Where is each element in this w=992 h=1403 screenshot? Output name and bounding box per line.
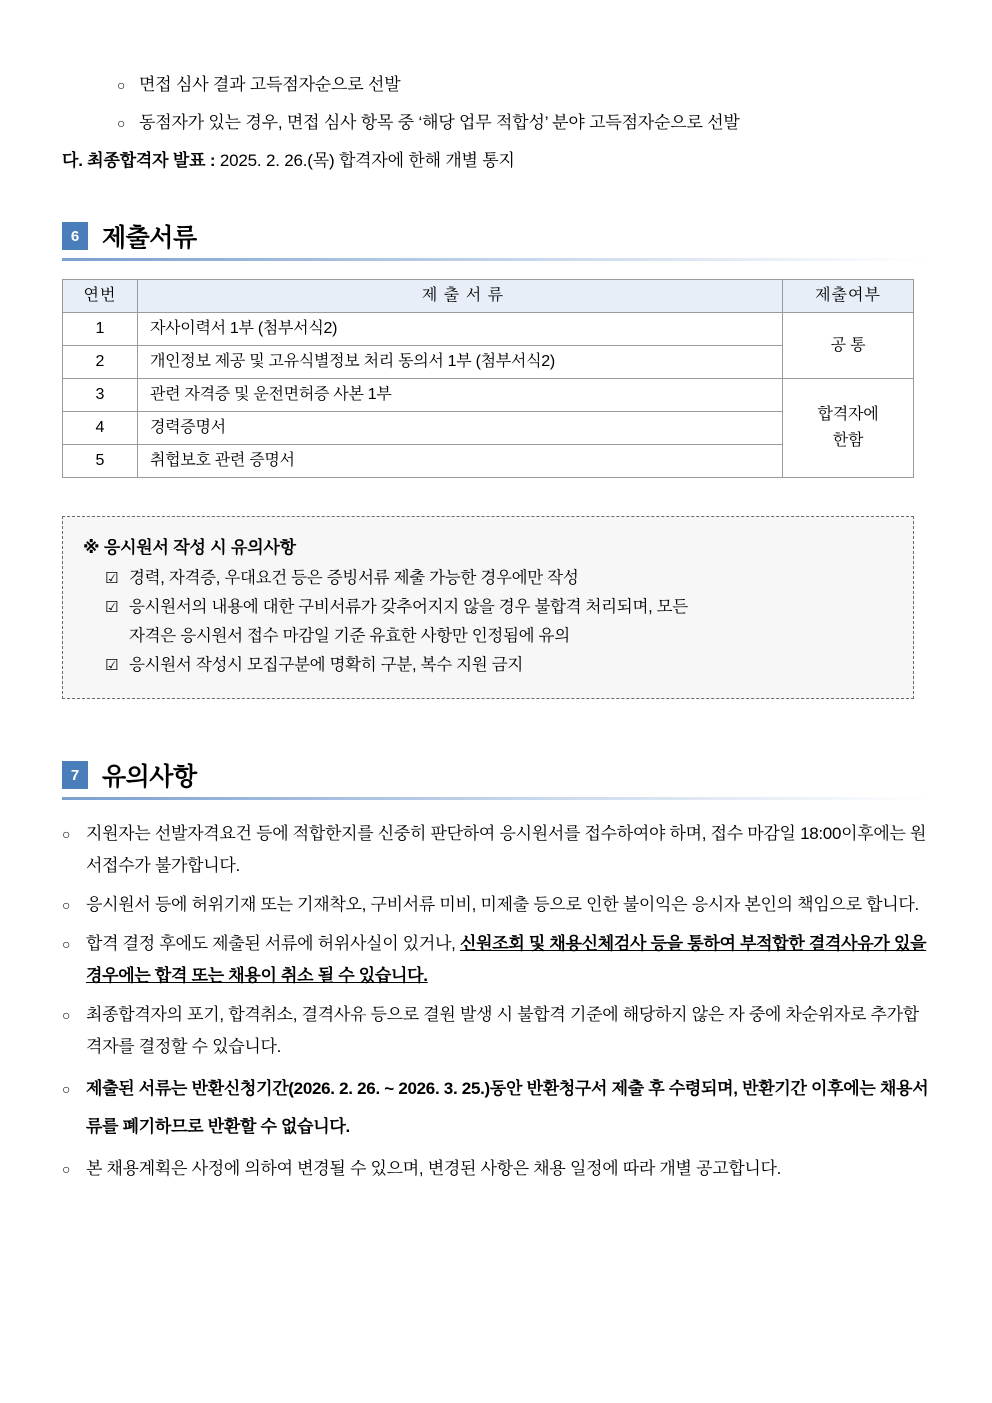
notice-text-part: 응시원서 등에 허위기재 또는 기재착오, 구비서류 미비, 미제출 등으로 인한 불이익은 응시자 본인의 책임으로 합니다. (86, 895, 919, 914)
list-item (62, 999, 930, 1063)
note-text-continued: 자격은 응시원서 접수 마감일 기준 유효한 사항만 인정됨에 유의 (129, 627, 570, 645)
notice-text-part: 지원자는 선발자격요건 등에 적합한지를 신중히 판단하여 응시원서를 접수하여야 하며, 접수 마감일 18:00이후에는 원서접수가 불가합니다. (86, 824, 927, 875)
list-item (62, 889, 930, 921)
circle-bullet-icon: ○ (117, 77, 126, 93)
notice-text-part: 최종합격자의 포기, 합격취소, 결격사유 등으로 결원 발생 시 불합격 기준에 해당하지 않은 자 중에 차순위자로 추가합격자를 결정할 수 있습니다. (86, 1005, 919, 1056)
notice-text (86, 1070, 930, 1146)
notice-text (86, 928, 930, 992)
column-header-no: 연번 (63, 280, 138, 313)
cell-submit-passers (783, 379, 914, 478)
final-announcement-line (62, 146, 930, 176)
column-header-submit: 제출여부 (783, 280, 914, 313)
section-header (62, 757, 930, 793)
cell-submit-line2: 한함 (832, 432, 864, 449)
notice-list (62, 818, 930, 1185)
checkbox-icon: ☑ (105, 657, 119, 674)
cell-no: 2 (63, 346, 138, 379)
circle-bullet-icon: ○ (62, 897, 71, 913)
notes-title: ※ 응시원서 작성 시 유의사항 (83, 538, 296, 557)
table-row (63, 313, 914, 346)
final-announcement-value: 2025. 2. 26.(목) 합격자에 한해 개별 통지 (219, 151, 515, 170)
list-item-text: 동점자가 있는 경우, 면접 심사 항목 중 ‘해당 업무 적합성’ 분야 고득점자순으로 선발 (139, 113, 740, 132)
column-header-document: 제 출 서 류 (138, 280, 783, 313)
notice-text-part: 합격 결정 후에도 제출된 서류에 허위사실이 있거나, (86, 934, 460, 953)
section-number-badge: 6 (62, 222, 88, 250)
section-header (62, 218, 930, 254)
cell-document: 경력증명서 (138, 412, 783, 445)
section-submission-documents (62, 218, 930, 261)
notice-text (86, 818, 930, 882)
notice-text (86, 1153, 930, 1185)
list-item-text: 면접 심사 결과 고득점자순으로 선발 (139, 75, 401, 94)
notice-text-part: 본 채용계획은 사정에 의하여 변경될 수 있으며, 변경된 사항은 채용 일정에 따라 개별 공고합니다. (86, 1159, 782, 1178)
page-title: 제출서류 (102, 224, 197, 252)
submission-documents-table (62, 279, 914, 478)
section-notices (62, 757, 930, 800)
circle-bullet-icon: ○ (62, 826, 71, 842)
cell-document: 관련 자격증 및 운전면허증 사본 1부 (138, 379, 783, 412)
checkbox-icon: ☑ (105, 599, 119, 616)
cell-document: 취헙보호 관련 증명서 (138, 445, 783, 478)
note-text: 경력, 자격증, 우대요건 등은 증빙서류 제출 가능한 경우에만 작성 (129, 569, 579, 587)
notice-text (86, 999, 930, 1063)
cell-no: 4 (63, 412, 138, 445)
application-notes-box (62, 516, 914, 699)
list-item (62, 1070, 930, 1146)
table-row (63, 379, 914, 412)
cell-no: 1 (63, 313, 138, 346)
list-item (62, 1153, 930, 1185)
list-item (62, 928, 930, 992)
cell-document: 자사이력서 1부 (첨부서식2) (138, 313, 783, 346)
circle-bullet-icon: ○ (62, 1007, 71, 1023)
notice-text-emphasis: 신원조회 및 채용신체검사 등을 통하여 부적합한 결격사유가 있을 경우에는 합격 또는 채용이 취소 될 수 있습니다. (86, 934, 927, 985)
cell-submit-common: 공 통 (783, 313, 914, 379)
list-item (117, 70, 930, 100)
final-announcement-label: 다. 최종합격자 발표 : (62, 151, 216, 170)
section-divider (62, 258, 930, 261)
cell-no: 3 (63, 379, 138, 412)
notice-text (86, 889, 930, 921)
checkbox-icon: ☑ (105, 570, 119, 587)
list-item (117, 108, 930, 138)
list-item (62, 818, 930, 882)
note-list-item (105, 593, 893, 622)
section-divider (62, 797, 930, 800)
circle-bullet-icon: ○ (62, 936, 71, 952)
note-list-item (105, 564, 893, 593)
circle-bullet-icon: ○ (62, 1081, 71, 1097)
circle-bullet-icon: ○ (117, 115, 126, 131)
table-header-row (63, 280, 914, 313)
notice-text-part: 제출된 서류는 반환신청기간(2026. 2. 26. ~ 2026. 3. 25.)동안 반환청구서 제출 후 수령되며, 반환기간 이후에는 채용서류를 폐기하므로 반환할 수 없습니다. (86, 1079, 929, 1136)
note-list-item (105, 651, 893, 680)
cell-no: 5 (63, 445, 138, 478)
intro-bullets (62, 70, 930, 138)
section-number-badge: 7 (62, 761, 88, 789)
cell-document: 개인정보 제공 및 고유식별정보 처리 동의서 1부 (첨부서식2) (138, 346, 783, 379)
note-text: 응시원서 작성시 모집구분에 명확히 구분, 복수 지원 금지 (129, 656, 523, 674)
circle-bullet-icon: ○ (62, 1161, 71, 1177)
page-title: 유의사항 (102, 763, 197, 791)
cell-submit-line1: 합격자에 (817, 406, 879, 423)
note-text: 응시원서의 내용에 대한 구비서류가 갖추어지지 않을 경우 불합격 처리되며, 모든 (129, 598, 688, 616)
